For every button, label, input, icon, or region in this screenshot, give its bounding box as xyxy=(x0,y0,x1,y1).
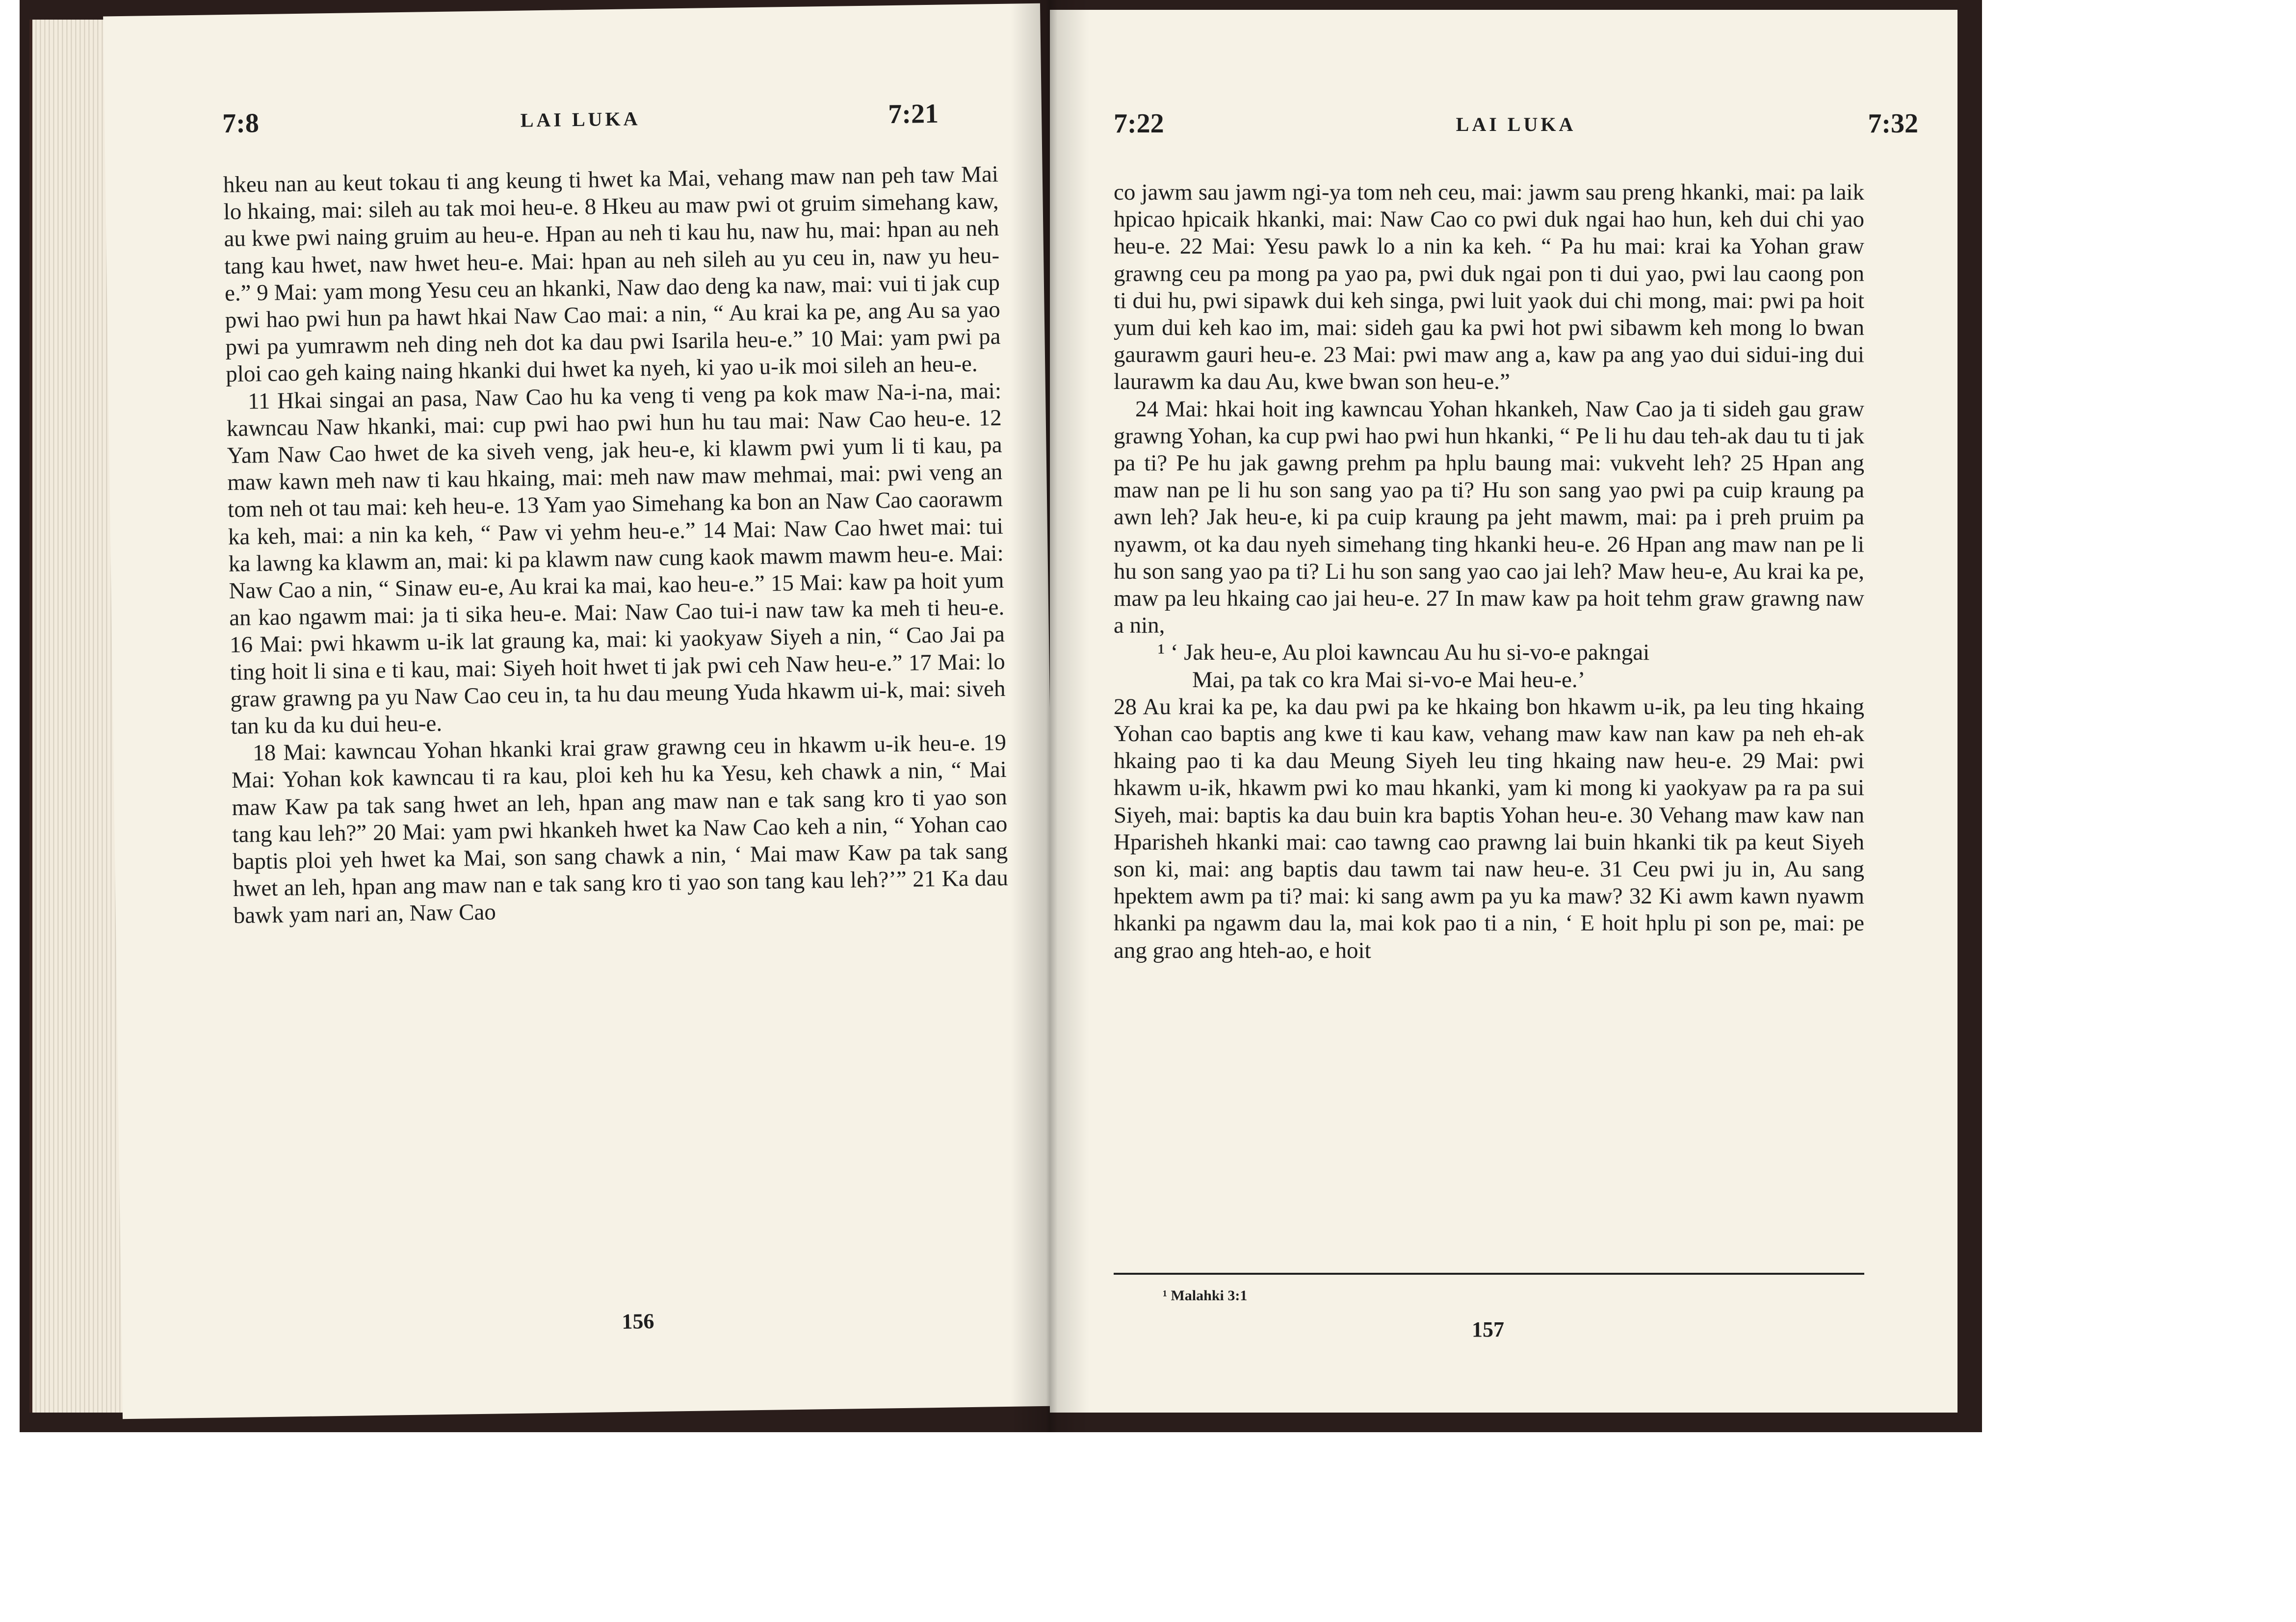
paragraph: 18 Mai: kawncau Yohan hkanki krai graw grawng ceu in hkawm u-ik heu-e. 19 Mai: Yohan kok kawncau ti ra kau, ploi keh hu ka Yesu, keh chawk a nin, “ Mai maw Kaw pa tak sang hwet an leh, hpan ang maw nan e tak sang kro ti yao son tang kau leh?” 20 Mai: yam pwi hkankeh hwet ka Naw Cao keh a nin, “ Yohan cao baptis ploi yeh hwet ka Mai, son sang chawk a nin, ‘ Mai maw Kaw pa tak sang hwet an leh, hpan ang maw nan e tak sang kro ti yao son tang kau leh?’” 21 Ka dau bawk yam nari an, Naw Cao xyxy=(231,730,1009,929)
left-running-header xyxy=(222,98,939,147)
paragraph: 28 Au krai ka pe, ka dau pwi pa ke hkaing bon hkawm u-ik, pa leu ting hkaing Yohan cao baptis ang kwe ti kau kaw, vehang maw kaw nan kaw pa neh eh-ak hkaing pao ti ka dau Meung Siyeh leu ting hkaing naw heu-e. 29 Mai: pwi hkawm u-ik, hkawm pwi ko mau hkanki, yam ki mong ki yaokyaw pa ra pa sui Siyeh, mai: baptis ka dau buin kra baptis Yohan heu-e. 30 Vehang maw kaw nan Hparisheh hkanki mai: cao tawng cao prawng lai buin hkanki tik pa keut Siyeh son ki, mai: ang baptis dau tawm tai naw heu-e. 31 Ceu pwi ju in, Au sang hpektem awm pa ti? mai: ki sang awm pa yu ka maw? 32 Ki awm kawn nyawm hkanki pa ngawm dau la, mai kok pao ti a nin, ‘ E hoit hplu pi son pe, mai: pe ang grao ang hteh-ao, e hoit xyxy=(1114,694,1864,963)
paragraph: co jawm sau jawm ngi-ya tom neh ceu, mai: jawm sau preng hkanki, mai: pa laik hpicao hpicaik hkanki, mai: Naw Cao co pwi duk ngai hao hun, keh dui chi yao heu-e. 22 Mai: Yesu pawk lo a nin ka keh. “ Pa hu mai: krai ka Yohan graw grawng ceu pa mong pa yao pa, pwi duk ngai pon ti dui yao, pwi lau caong pon ti dui hu, pwi sipawk dui keh singa, pwi luit yaok dui chi mong, mai: pwi pa hoit yum dui keh kao im, mai: sideh gau ka pwi hot pwi sibawm keh mong lo bwan gaurawm gauri heu-e. 23 Mai: pwi maw ang a, kaw pa ang yao dui sidui-ing dui laurawm ka dau Au, kwe bwan son heu-e.” xyxy=(1114,180,1864,395)
right-page-number: 157 xyxy=(1472,1317,1504,1341)
paragraph: 24 Mai: hkai hoit ing kawncau Yohan hkankeh, Naw Cao ja ti sideh gau graw grawng Yohan, ka cup pwi hao pwi hun hkanki, “ Pe li hu dau teh-ak dau tu ti jak pa ti? Pe hu jak gawng prehm pa hplu baung mai: vukveht leh? 25 Hpan ang maw nan pe li hu son sang yao pa ti? Hu son sang yao pwi pa cuip kraung pa awn leh? Jak heu-e, ki pa cuip kraung pa jeht mawm, mai: pa i preh pruim pa nyawm, ot ka dau nyeh simehang ting hkanki heu-e. 26 Hpan ang maw nan pe li hu son sang yao pa ti? Li hu son sang yao cao jai leh? Maw heu-e, Au krai ka pe, maw pa leu hkaing cao jai heu-e. 27 In maw kaw pa hoit tehm graw grawng naw a nin, xyxy=(1114,396,1864,639)
left-page xyxy=(103,3,1060,1419)
right-page xyxy=(1050,10,1957,1413)
paragraph: hkeu nan au keut tokau ti ang keung ti hwet ka Mai, vehang maw nan peh taw Mai lo hkaing, mai: sileh au tak moi heu-e. 8 Hkeu au maw pwi ot gruim simehang kaw, au kwe pwi naing gruim au heu-e. Hpan au neh ti kau hu, naw hu, mai: hpan au neh tang kau hwet, naw hwet heu-e. Mai: hpan au neh sileh au yu ceu in, naw yu heu-e.” 9 Mai: yam mong Yesu ceu an hkanki, Naw dao deng ka naw, mai: vui ti jak cup pwi hao pwi hun pa hawt hkai Naw Cao mai: a nin, “ Au krai ka pe, ang Au sa yao pwi pa yumrawm neh ding neh dot ka dau pwi Isarila heu-e.” 10 Mai: yam pwi pa ploi cao geh kaing naing hkanki dui hwet ka nyeh, ki yao u-ik moi sileh an heu-e. xyxy=(223,161,1001,387)
left-page-number: 156 xyxy=(622,1309,654,1334)
left-body-text xyxy=(223,161,1009,930)
right-verse-ref-start: 7:22 xyxy=(1114,108,1164,139)
quotation-line: Mai, pa tak co kra Mai si-vo-e Mai heu-e.’ xyxy=(1192,667,1586,693)
footnote: ¹ Malahki 3:1 xyxy=(1163,1287,1248,1304)
left-verse-ref-start: 7:8 xyxy=(222,108,260,139)
right-verse-ref-end: 7:32 xyxy=(1868,108,1918,139)
left-book-title: LAI LUKA xyxy=(520,107,641,131)
footnote-rule xyxy=(1114,1273,1864,1275)
quotation-line: ¹ ‘ Jak heu-e, Au ploi kawncau Au hu si-vo-e pakngai xyxy=(1158,640,1650,666)
right-running-header xyxy=(1114,108,1918,147)
right-body-text xyxy=(1114,179,1864,964)
paragraph: 11 Hkai singai an pasa, Naw Cao hu ka veng ti veng pa kok maw Na-i-na, mai: kawncau Naw hkanki, mai: cup pwi hao pwi hun hu tau mai: Naw Cao heu-e. 12 Yam Naw Cao hwet de ka siveh veng, jak heu-e, ki klawm pwi yum li ti kau, pa maw kawn meh naw ti kau hkaing, mai: meh naw maw mehmai, mai: pwi veng an tom neh ot tau mai: keh heu-e. 13 Yam yao Simehang ka bon an Naw Cao caorawm ka keh, mai: a nin ka keh, “ Paw vi yehm heu-e.” 14 Mai: Naw Cao hwet mai: tui ka lawng ka klawm an, mai: ki pa klawm naw cung kaok mawm mawm heu-e. Mai: Naw Cao a nin, “ Sinaw eu-e, Au krai ka mai, kao heu-e.” 15 Mai: kaw pa hoit yum an kao ngawm mai: ja ti sika heu-e. Mai: Naw Cao tui-i naw taw ka meh ti heu-e. 16 Mai: pwi hkawm u-ik lat graung ka, mai: ki yaokyaw Siyeh a nin, “ Cao Jai pa ting hoit li sina e ti kau, mai: Siyeh hoit hwet ti jak pwi ceh Naw heu-e.” 17 Mai: lo graw grawng pa yu Naw Cao ceu in, ta hu dau meung Yuda hkawm ui-k, mai: siveh tan ku da ku dui heu-e. xyxy=(226,378,1006,740)
left-verse-ref-end: 7:21 xyxy=(887,98,939,130)
right-book-title: LAI LUKA xyxy=(1456,113,1576,135)
